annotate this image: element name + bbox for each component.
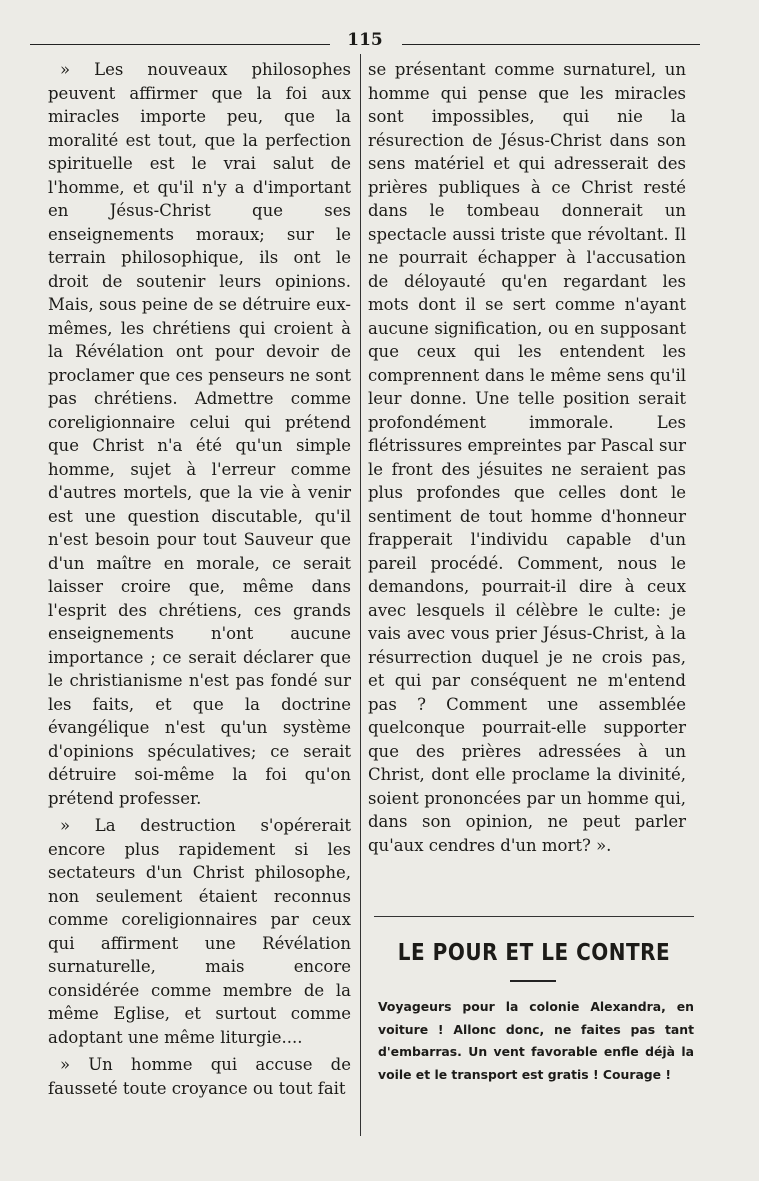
paragraph: » Un homme qui accuse de fausseté toute croyance ou tout fait bbox=[48, 1055, 351, 1098]
section-title-rule bbox=[510, 980, 556, 982]
left-column bbox=[48, 58, 351, 1100]
page-header bbox=[30, 30, 700, 52]
paragraph: se présentant comme surnaturel, un homme qui pense que les miracles sont impossibles, qui nie la résurection de Jésus-Christ dans son sens matériel et qui adresserait des prières publiques à ce Christ resté dans le tombeau donnerait un spectacle aussi triste que révoltant. Il ne pourrait échapper à l'accusation de déloyauté qu'en regardant les mots dont il se sert comme n'ayant aucune signification, ou en supposant que ceux qui les entendent les comprennent dans le même sens qu'il leur donne. Une telle position serait profondément immorale. Les flétrissures empreintes par Pascal sur le front des jésuites ne seraient pas plus profondes que celles dont le sentiment de tout homme d'honneur frapperait l'individu capable d'un pareil procédé. Comment, nous le demandons, pourrait-il dire à ceux avec lesquels il célèbre le culte: je vais avec vous prier Jésus-Christ, à la résurrection duquel je ne crois pas, et qui par conséquent ne m'entend pas ? Comment une assemblée quelconque pourrait-elle supporter que des prières adressées à un Christ, dont elle proclame la divinité, soient prononcées par un homme qui, dans son opinion, ne peut parler qu'aux cendres d'un mort? ». bbox=[368, 60, 686, 855]
paragraph: » Les nouveaux philosophes peuvent affirmer que la foi aux miracles importe peu, que la moralité est tout, que la perfection spirituelle est le vrai salut de l'homme, et qu'il n'y a d'important en Jésus-Christ que ses enseignements moraux; sur le terrain philosophique, ils ont le droit de soutenir leurs opinions. Mais, sous peine de se détruire eux-mêmes, les chrétiens qui croient à la Révélation ont pour devoir de proclamer que ces penseurs ne sont pas chrétiens. Admettre comme coreligionnaire celui qui prétend que Christ n'a été qu'un simple homme, sujet à l'erreur comme d'autres mortels, que la vie à venir est une question discutable, qu'il n'est besoin pour tout Sauveur que d'un maître en morale, ce serait laisser croire que, même dans l'esprit des chrétiens, ces grands enseignements n'ont aucune importance ; ce serait déclarer que le christianisme n'est pas fondé sur les faits, et que la doctrine évangélique n'est qu'un système d'opinions spéculatives; ce serait détruire soi-même la foi qu'on prétend professer. bbox=[48, 60, 351, 808]
header-rule-right bbox=[402, 44, 700, 45]
section-body bbox=[378, 996, 694, 1086]
right-column bbox=[368, 58, 686, 857]
paragraph: » La destruction s'opérerait encore plus rapidement si les sectateurs d'un Christ philosophe, non seulement étaient reconnus comme coreligionnaires par ceux qui affirment une Révélation surnaturelle, mais encore considérée comme membre de la même Eglise, et surtout comme adoptant une même liturgie.... bbox=[48, 816, 351, 1047]
section-title: LE POUR ET LE CONTRE bbox=[397, 938, 671, 966]
article-end-rule bbox=[374, 916, 694, 917]
page-number: 115 bbox=[347, 30, 383, 50]
paragraph: Voyageurs pour la colonie Alexandra, en voiture ! Allonc donc, ne faites pas tant d'embarras. Un vent favorable enfle déjà la voile et le transport est gratis ! Courage ! bbox=[378, 999, 694, 1082]
column-divider bbox=[360, 54, 361, 1136]
header-rule-left bbox=[30, 44, 330, 45]
